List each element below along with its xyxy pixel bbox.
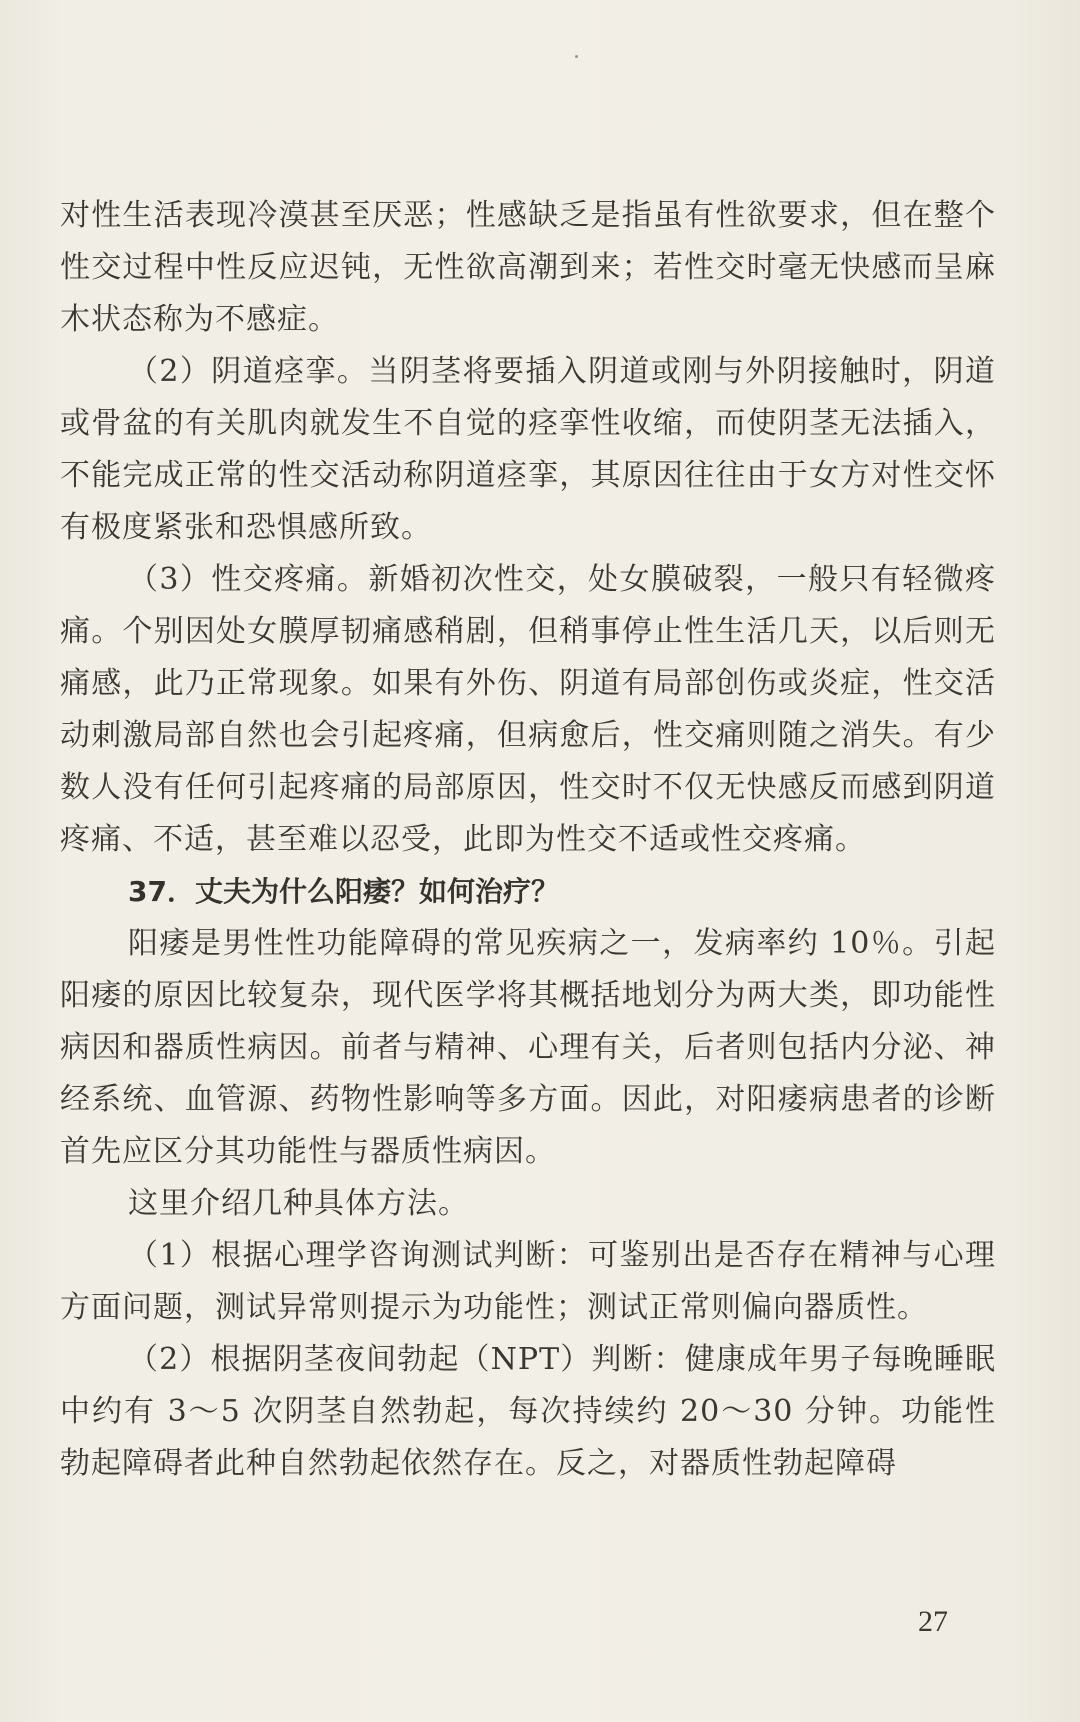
paragraph-impotence-intro: 阳痿是男性性功能障碍的常见疾病之一，发病率约 10％。引起阳痿的原因比较复杂，现代医学将其概括地划分为两大类，即功能性病因和器质性病因。前者与精神、心理有关，后者则包括内分泌、神经系统、血管源、药物性影响等多方面。因此，对阳痿病患者的诊断首先应区分其功能性与器质性病因。 bbox=[60, 926, 996, 1169]
paragraph-dyspareunia: （3）性交疼痛。新婚初次性交，处女膜破裂，一般只有轻微疼痛。个别因处女膜厚韧痛感稍剧，但稍事停止性生活几天，以后则无痛感，此乃正常现象。如果有外伤、阴道有局部创伤或炎症，性交活动刺激局部自然也会引起疼痛，但病愈后，性交痛则随之消失。有少数人没有任何引起疼痛的局部原因，性交时不仅无快感反而感到阴道疼痛、不适，甚至难以忍受，此即为性交不适或性交疼痛。 bbox=[60, 562, 996, 857]
page-number: 27 bbox=[918, 1605, 948, 1638]
paragraph-vaginismus: （2）阴道痉挛。当阴茎将要插入阴道或刚与外阴接触时，阴道或骨盆的有关肌肉就发生不自觉的痉挛性收缩，而使阴茎无法插入，不能完成正常的性交活动称阴道痉挛，其原因往往由于女方对性交怀有极度紧张和恐惧感所致。 bbox=[60, 354, 996, 545]
section-heading: 37．丈夫为什么阳痿？如何治疗？ bbox=[128, 875, 559, 908]
paragraph-method-2: （2）根据阴茎夜间勃起（NPT）判断：健康成年男子每晚睡眠中约有 3～5 次阴茎自然勃起，每次持续约 20～30 分钟。功能性勃起障碍者此种自然勃起依然存在。反之，对器质性勃起障碍 bbox=[60, 1342, 996, 1481]
paragraph-methods-intro: 这里介绍几种具体方法。 bbox=[128, 1186, 469, 1221]
paragraph-method-1: （1）根据心理学咨询测试判断：可鉴别出是否存在精神与心理方面问题，测试异常则提示为功能性；测试正常则偏向器质性。 bbox=[60, 1238, 996, 1325]
paragraph-continued: 对性生活表现冷漠甚至厌恶；性感缺乏是指虽有性欲要求，但在整个性交过程中性反应迟钝，无性欲高潮到来；若性交时毫无快感而呈麻木状态称为不感症。 bbox=[60, 198, 996, 337]
print-speck bbox=[575, 55, 578, 58]
body-text bbox=[60, 190, 996, 1490]
